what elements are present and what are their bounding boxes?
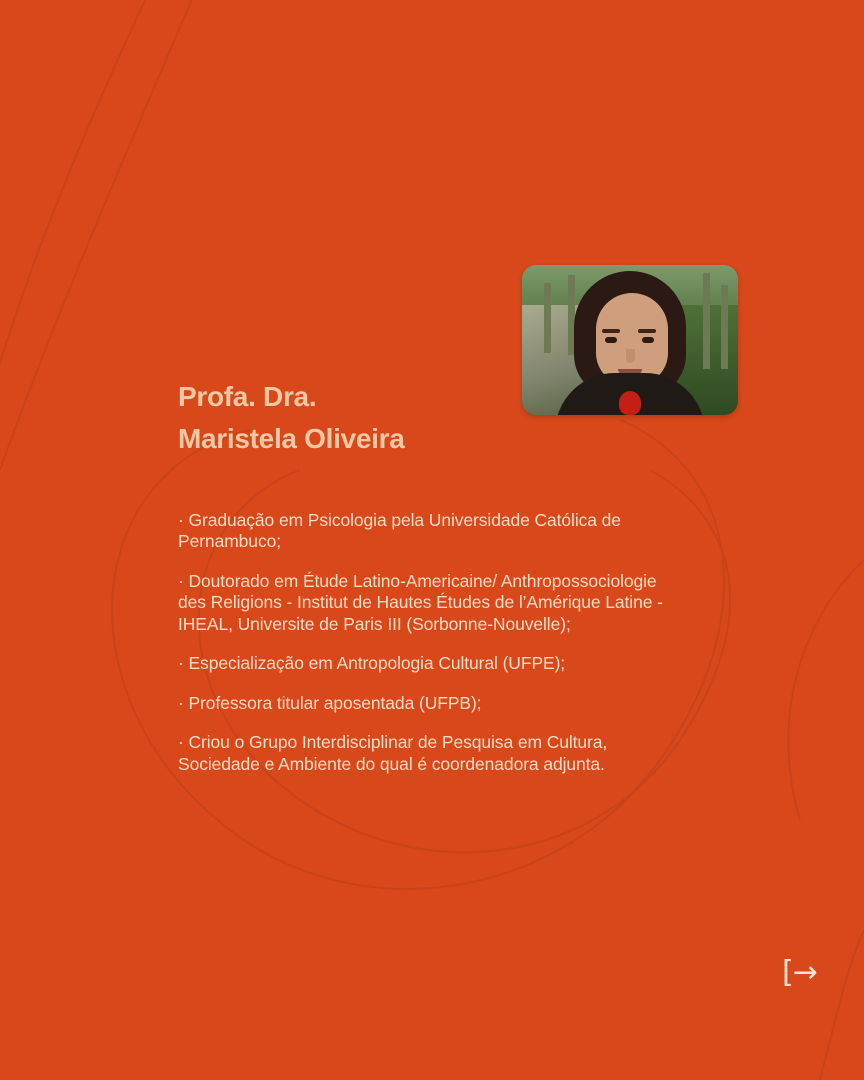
bio-list xyxy=(178,492,678,775)
portrait-photo xyxy=(522,265,738,415)
list-item: · Doutorado em Étude Latino-Americaine/ Anthropossociologie des Religions - Institut de Hautes Études de l’Amérique Latine - IHEAL, Universite de Paris III (Sorbonne-Nouvelle); xyxy=(178,570,663,634)
name-line-2: Maristela Oliveira xyxy=(178,423,405,454)
list-item: · Especialização em Antropologia Cultural (UFPE); xyxy=(178,653,566,673)
portrait-tab-decoration xyxy=(607,408,653,456)
list-item: · Professora titular aposentada (UFPB); xyxy=(178,692,482,713)
next-arrow-icon[interactable]: [→ xyxy=(782,955,817,990)
page-title xyxy=(178,376,518,460)
list-item: · Criou o Grupo Interdisciplinar de Pesquisa em Cultura, Sociedade e Ambiente do qual é coordenadora adjunta. xyxy=(178,732,608,774)
name-line-1: Profa. Dra. xyxy=(178,381,317,412)
list-item: · Graduação em Psicologia pela Universidade Católica de Pernambuco; xyxy=(178,509,621,551)
